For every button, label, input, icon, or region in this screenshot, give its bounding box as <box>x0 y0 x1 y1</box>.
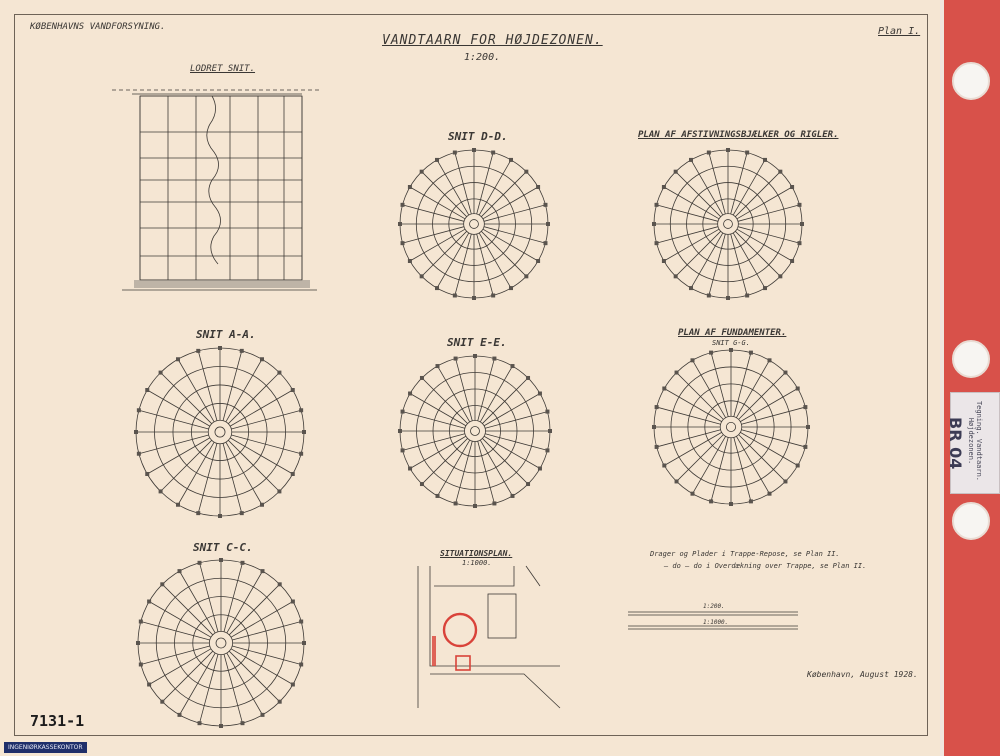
page-title: VANDTAARN FOR HØJDEZONEN. <box>382 33 603 48</box>
plan-afstivningsbjaelker <box>648 146 808 302</box>
binder-hole-middle <box>952 340 990 378</box>
plan-snit-cc <box>134 556 308 730</box>
situation-plan-drawing <box>414 566 560 708</box>
label-situationsplan: SITUATIONSPLAN. <box>440 549 513 558</box>
plan-snit-ee <box>396 352 554 510</box>
binder-strip <box>940 0 1000 756</box>
plan-number: Plan I. <box>878 26 921 37</box>
binder-hole-top <box>952 62 990 100</box>
binder-hole-bottom <box>952 502 990 540</box>
scale-bars <box>628 608 804 632</box>
label-snit-cc: SNIT C-C. <box>193 541 253 554</box>
header-left: KØBENHAVNS VANDFORSYNING. <box>30 22 166 32</box>
archive-sticker <box>946 392 1000 494</box>
title-scale: 1:200. <box>464 52 501 63</box>
note-line-2: — do — do i Overdækning over Trappe, se Plan II. <box>664 562 867 570</box>
label-snit-ee: SNIT E-E. <box>447 336 507 349</box>
sticker-code: BR 04 <box>946 417 965 470</box>
label-plan-bjaelker: PLAN AF AFSTIVNINGSBJÆLKER OG RIGLER. <box>638 130 839 140</box>
vertical-section-drawing <box>112 76 332 302</box>
label-snit-gg: SNIT G-G. <box>712 339 750 347</box>
plan-snit-aa <box>132 344 308 520</box>
note-line-1: Drager og Plader i Trappe-Repose, se Plan II. <box>650 550 840 558</box>
scale-label-2: 1:1000. <box>703 619 729 626</box>
label-snit-dd: SNIT D-D. <box>448 130 508 143</box>
signature-date: København, August 1928. <box>807 670 918 679</box>
plan-fundamenter <box>650 346 812 508</box>
archive-stamp: INGENIØRKASSEKONTOR <box>4 742 87 753</box>
scale-label-1: 1:200. <box>703 603 725 610</box>
label-lodret-snit: LODRET SNIT. <box>190 64 256 74</box>
label-plan-fundamenter: PLAN AF FUNDAMENTER. <box>678 328 787 338</box>
sticker-small-text: Tegning. Vandtaarn. Højdezonen. <box>967 400 983 482</box>
label-snit-aa: SNIT A-A. <box>196 328 256 341</box>
catalog-number: 7131-1 <box>30 712 85 730</box>
plan-snit-dd <box>396 146 552 302</box>
label-situation-scale: 1:1000. <box>462 559 492 567</box>
